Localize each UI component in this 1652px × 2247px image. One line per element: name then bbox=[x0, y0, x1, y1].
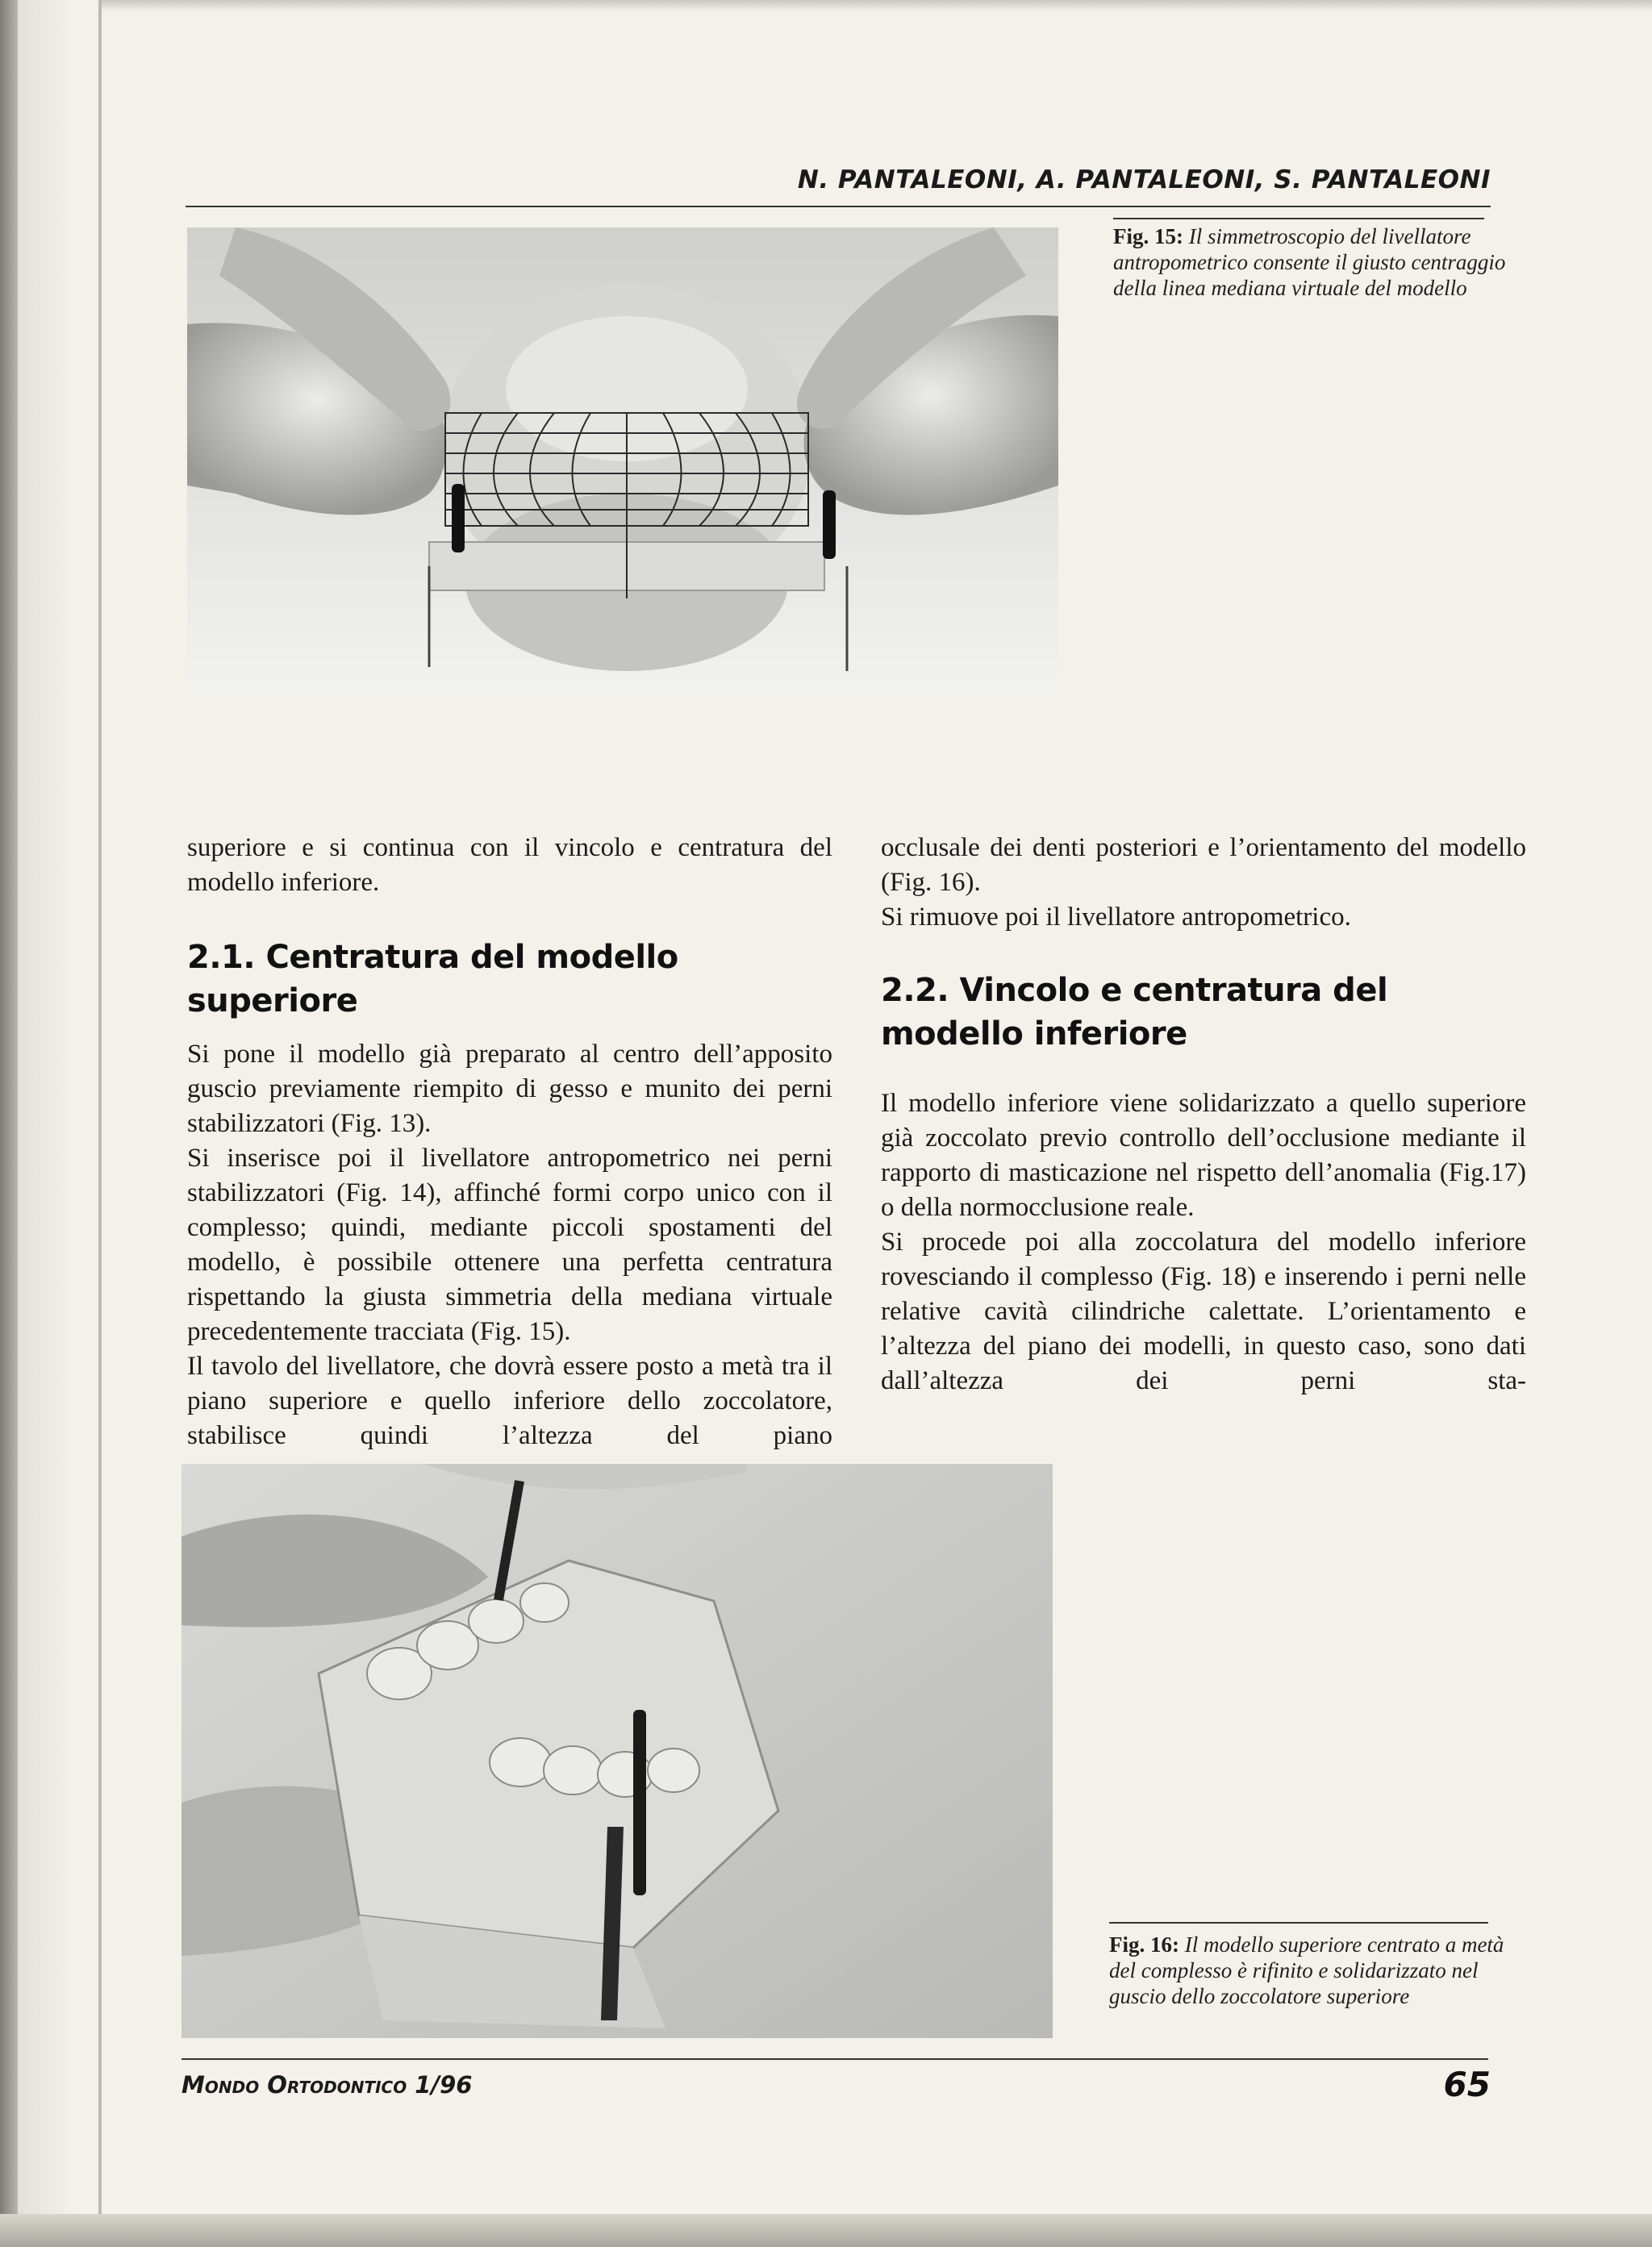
section-2-2-heading: 2.2. Vincolo e centratura del modello inferiore bbox=[881, 972, 1388, 1053]
figure-15-caption bbox=[1113, 223, 1533, 301]
right-paragraph-1: occlusale dei denti posteriori e l’orientamento del modello (Fig. 16). bbox=[881, 833, 1526, 897]
figure-15-caption-text: Il simmetroscopio del livellatore antropometrico consente il giusto centraggio della linea mediana virtuale del modello bbox=[1113, 224, 1506, 300]
figure-16-photo bbox=[181, 1464, 1053, 2038]
right-paragraph-2: Si rimuove poi il livellatore antropometrico. bbox=[881, 903, 1351, 932]
figure-16-label: Fig. 16: bbox=[1109, 1932, 1179, 1957]
figure-15-photo bbox=[187, 227, 1058, 695]
scan-gutter-line bbox=[98, 0, 102, 2247]
figure-15-caption-rule bbox=[1113, 218, 1484, 219]
header-rule bbox=[186, 206, 1491, 207]
left-column bbox=[187, 831, 832, 1453]
figure-16-caption bbox=[1109, 1932, 1504, 2009]
scan-gutter-margin bbox=[18, 0, 98, 2247]
running-header-authors: N. PANTALEONI, A. PANTALEONI, S. PANTALEONI bbox=[797, 165, 1491, 194]
section-2-2-paragraph-2: Si procede poi alla zoccolatura del modello inferiore rovesciando il complesso (Fig. 18) e inserendo i perni nelle relative cavità cilindriche calettate. L’orientamento e l’altezza del piano dei modelli, in questo caso, sono dati dall’altezza dei perni sta- bbox=[881, 1228, 1526, 1395]
section-2-1-heading: 2.1. Centratura del modello superiore bbox=[187, 939, 678, 1019]
journal-name: Mondo Ortodontico 1/96 bbox=[181, 2071, 473, 2099]
section-2-1-paragraph-1: Si pone il modello già preparato al centro dell’apposito guscio previamente riempito di gesso e munito dei perni stabilizzatori (Fig. 13). bbox=[187, 1040, 832, 1138]
scan-gutter-shadow bbox=[0, 0, 18, 2247]
page-number: 65 bbox=[1443, 2065, 1491, 2104]
scan-bottom-edge bbox=[0, 2214, 1652, 2247]
figure-15-label: Fig. 15: bbox=[1113, 224, 1183, 248]
section-2-1-paragraph-2: Si inserisce poi il livellatore antropometrico nei perni stabilizzatori (Fig. 14), affinché formi corpo unico con il complesso; quindi, mediante piccoli spostamenti del modello, è possibile ottenere una perfetta centratura rispettando la giusta simmetria della mediana virtuale precedentemente tracciata (Fig. 15). bbox=[187, 1144, 832, 1346]
section-2-1-paragraph-3: Il tavolo del livellatore, che dovrà essere posto a metà tra il piano superiore e quello inferiore dello zoccolatore, stabilisce quindi l’altezza del piano bbox=[187, 1352, 832, 1450]
intro-paragraph: superiore e si continua con il vincolo e centratura del modello inferiore. bbox=[187, 833, 832, 897]
scan-top-edge bbox=[0, 0, 1652, 11]
figure-16-illustration bbox=[181, 1464, 1053, 2038]
figure-16-caption-text: Il modello superiore centrato a metà del complesso è rifinito e solidarizzato nel guscio dello zoccolatore superiore bbox=[1109, 1932, 1504, 2008]
figure-15-illustration bbox=[187, 227, 1058, 695]
section-2-2-paragraph-1: Il modello inferiore viene solidarizzato a quello superiore già zoccolato previo controllo dell’occlusione mediante il rapporto di masticazione nel rispetto dell’anomalia (Fig.17) o della normocclusione reale. bbox=[881, 1089, 1526, 1222]
figure-16-caption-rule bbox=[1109, 1922, 1488, 1924]
footer-rule bbox=[181, 2058, 1488, 2060]
right-column bbox=[881, 831, 1526, 1399]
